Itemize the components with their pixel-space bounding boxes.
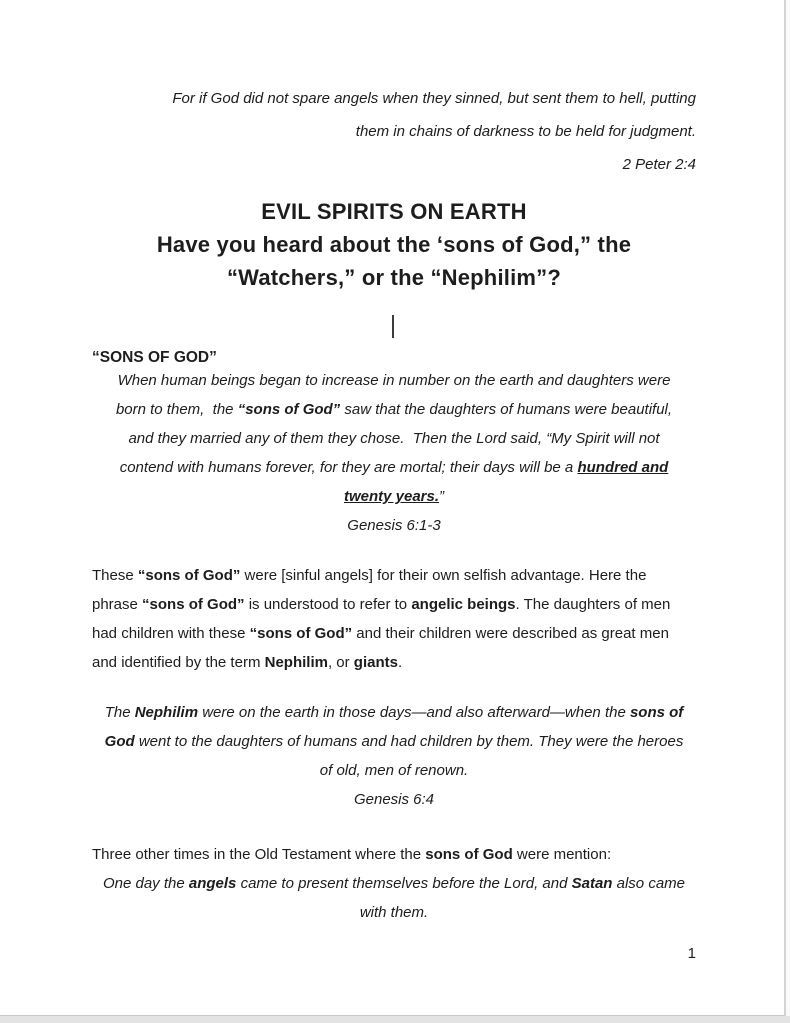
text-line [92, 648, 696, 677]
emphasized-text-run: giants [353, 654, 398, 671]
text-line [92, 756, 696, 785]
closing-lead-paragraph [92, 840, 696, 869]
nephilim-quote-lines [92, 698, 696, 785]
emphasized-text-run: hundred and [577, 459, 669, 476]
text-line [92, 898, 696, 927]
text-line [92, 727, 696, 756]
emphasized-text-run: God [104, 733, 135, 750]
text-run: Have you heard about the ‘sons of God,” the [156, 232, 632, 257]
emphasized-text-run: Nephilim [264, 654, 328, 671]
text-run: born to them, the [115, 401, 238, 418]
job-quote [92, 869, 696, 927]
desk-background-strip [0, 1016, 790, 1023]
text-run: is understood to refer to [244, 596, 412, 613]
text-line [92, 619, 696, 648]
emphasized-text-run: “sons of God” [137, 567, 241, 584]
text-run: , or [327, 654, 354, 671]
genesis-6-1-3-quote [92, 366, 696, 540]
text-run: and identified by the term [92, 654, 265, 671]
text-run: These [92, 567, 138, 584]
text-run: had children with these [92, 625, 250, 642]
text-line [92, 561, 696, 590]
text-run: contend with humans forever, for they are mortal; their days will be a [119, 459, 578, 476]
emphasized-text-run: angelic beings [411, 596, 516, 613]
text-line [92, 195, 696, 228]
text-run: and their children were described as great men [352, 625, 669, 642]
emphasized-text-run: Satan [571, 875, 613, 892]
text-run: went to the daughters of humans and had children by them. They were the heroes [134, 733, 684, 750]
text-run: them in chains of darkness to be held for judgment. [355, 123, 696, 140]
commentary-paragraph [92, 561, 696, 677]
epigraph-quote [92, 82, 696, 181]
text-cursor [392, 315, 394, 338]
text-line [92, 590, 696, 619]
emphasized-text-run: “sons of God” [237, 401, 341, 418]
page-number: 1 [687, 945, 696, 962]
text-line [92, 869, 696, 898]
emphasized-text-run: angels [188, 875, 237, 892]
text-run: EVIL SPIRITS ON EARTH [261, 199, 527, 224]
page-right-gutter [786, 0, 790, 1016]
text-line [92, 840, 696, 869]
text-line [92, 228, 696, 261]
text-line [92, 698, 696, 727]
text-line [92, 366, 696, 395]
genesis-quote-lines [92, 366, 696, 511]
text-line [92, 395, 696, 424]
nephilim-quote-citation: Genesis 6:4 [353, 791, 435, 808]
text-line [92, 82, 696, 115]
text-run: “Watchers,” or the “Nephilim”? [226, 265, 561, 290]
text-run: were on the earth in those days—and also afterward—when the [198, 704, 630, 721]
emphasized-text-run: “sons of God” [142, 596, 245, 613]
genesis-quote-citation: Genesis 6:1-3 [347, 517, 441, 534]
text-line [92, 261, 696, 294]
document-title [92, 195, 696, 294]
section-heading-sons-of-god: “SONS OF GOD” [92, 349, 217, 366]
emphasized-text-run: sons of [629, 704, 684, 721]
text-run: . The daughters of men [515, 596, 671, 613]
emphasized-text-run: sons of God [425, 846, 513, 863]
text-run: Three other times in the Old Testament where the [92, 846, 426, 863]
text-line [92, 482, 696, 511]
text-run: and they married any of them they chose. Then the Lord said, “My Spirit will not [128, 430, 660, 447]
text-run: with them. [359, 904, 429, 921]
text-run: were [sinful angels] for their own selfish advantage. Here the [240, 567, 647, 584]
text-run: of old, men of renown. [319, 762, 469, 779]
text-run: When human beings began to increase in number on the earth and daughters were [117, 372, 671, 389]
epigraph-lines [92, 82, 696, 148]
text-line [92, 453, 696, 482]
text-run: came to present themselves before the Lord, and [236, 875, 572, 892]
emphasized-text-run: twenty years. [343, 488, 440, 505]
text-run: phrase [92, 596, 143, 613]
text-run: The [104, 704, 135, 721]
epigraph-citation: 2 Peter 2:4 [622, 156, 696, 173]
text-run: were mention: [512, 846, 612, 863]
text-run: ” [439, 488, 445, 505]
text-run: One day the [102, 875, 189, 892]
text-line [92, 424, 696, 453]
genesis-6-4-quote [92, 698, 696, 814]
text-run: also came [612, 875, 686, 892]
text-line [92, 115, 696, 148]
text-run: . [397, 654, 403, 671]
text-run: For if God did not spare angels when they sinned, but sent them to hell, putting [172, 90, 696, 107]
emphasized-text-run: “sons of God” [249, 625, 353, 642]
text-run: saw that the daughters of humans were beautiful, [340, 401, 673, 418]
emphasized-text-run: Nephilim [134, 704, 199, 721]
